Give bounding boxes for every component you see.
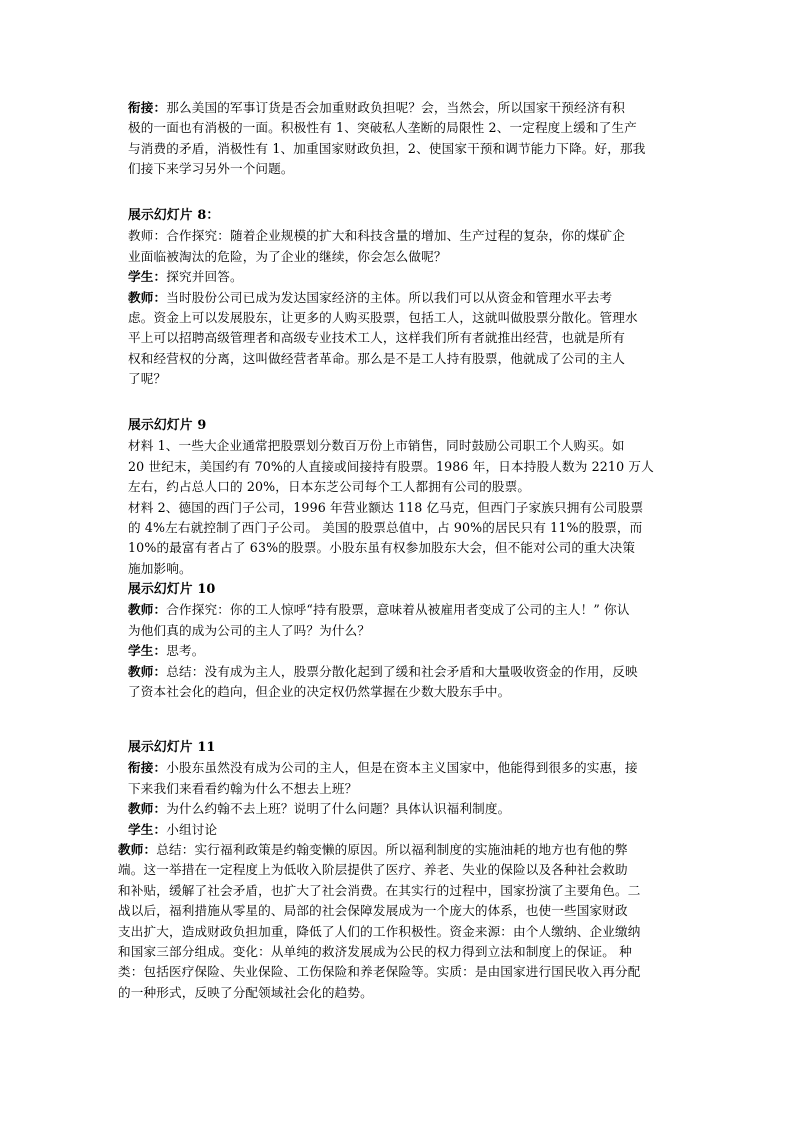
text-line [128,518,654,538]
section-heading: 展示幻灯片 10 [128,582,216,597]
line-text: 的 4%左右就控制了西门子公司。 美国的股票总值中，占 90%的居民只有 11%的股票，而 [128,520,643,536]
text-line [128,139,645,159]
line-text: 当时股份公司已成为发达国家经济的主体。所以我们可以从资金和管理水平去考 [166,289,613,305]
line-text: 思考。 [166,643,205,659]
text-line [128,559,654,579]
text-line [118,942,641,962]
paragraph-summary [118,840,641,1003]
line-text: 合作探究：你的工人惊呼“持有股票，意味着从被雇用者变成了公司的主人！” 你认 [166,602,630,618]
text-line [128,682,638,702]
section-slide-9 [128,416,654,579]
line-text: 那么美国的军事订货是否会加重财政负担呢？会，当然会，所以国家干预经济有积 [166,100,626,115]
text-line [128,267,638,287]
text-line [128,308,638,328]
text-line [118,901,641,921]
text-line [128,498,654,518]
line-text: 了呢？ [128,371,167,387]
speaker-label: 教师： [128,289,167,305]
text-line [128,477,654,497]
text-line [128,247,638,267]
line-text: 总结：没有成为主人，股票分散化起到了缓和社会矛盾和大量吸收资金的作用，反映 [166,663,638,679]
line-text: 战以后，福利措施从零星的、局部的社会保障发展成为一个庞大的体系，也使一些国家财政 [118,903,628,919]
text-line [128,600,638,620]
text-line [128,538,654,558]
text-line [128,779,638,799]
speaker-label: 教师： [128,801,167,817]
text-line [128,820,638,840]
section-heading: 展示幻灯片 8： [128,208,220,223]
text-line [118,922,641,942]
line-text: 权和经营权的分离，这叫做经营者革命。那么是不是工人持有股票，他就成了公司的主人 [128,350,626,366]
text-line [128,328,638,348]
text-line [128,369,638,389]
line-text: 小股东虽然没有成为公司的主人，但是在资本主义国家中，他能得到很多的实惠，接 [166,760,638,776]
line-text: 了资本社会化的趋向，但企业的决定权仍然掌握在少数大股东手中。 [128,684,511,700]
line-text: 左右，约占总人口的 20%，日本东芝公司每个工人都拥有公司的股票。 [128,479,531,495]
line-text: 的一种形式，反映了分配领域社会化的趋势。 [118,984,373,1000]
text-line [128,118,645,138]
line-text: 材料 1、一些大企业通常把股票划分数百万份上市销售，同时鼓励公司职工个人购买。如 [128,438,625,454]
text-line [128,226,638,246]
text-line [128,457,654,477]
line-text: 为他们真的成为公司的主人了吗？为什么？ [128,622,371,638]
line-text: 类：包括医疗保险、失业保险、工伤保险和养老保险等。实质：是由国家进行国民收入再分配 [118,964,641,980]
text-line [128,641,638,661]
line-text: 下来我们来看看约翰为什么不想去上班？ [128,780,358,796]
speaker-label: 学生： [128,643,167,659]
text-line [128,436,654,456]
speaker-label: 教师： [128,663,167,679]
line-text: 为什么约翰不去上班？说明了什么问题？具体认识福利制度。 [166,801,511,817]
text-line [128,288,638,308]
speaker-label: 教师： [118,842,157,857]
text-line [128,799,638,819]
text-line [118,881,641,901]
text-line [128,662,638,682]
text-line [128,159,645,179]
line-text: 支出扩大，造成财政负担加重，降低了人们的工作积极性。资金来源：由个人缴纳、企业缴纳 [118,923,641,939]
line-text: 小组讨论 [166,821,218,837]
section-heading: 展示幻灯片 11 [128,740,216,755]
line-text: 探究并回答。 [166,269,243,285]
text-line [118,983,641,1003]
text-line [128,758,638,778]
line-text: 业面临被淘汰的危险，为了企业的继续，你会怎么做呢？ [128,248,447,264]
line-text: 极的一面也有消极的一面。积极性有 1、突破私人垄断的局限性 2、一定程度上缓和了生产 [128,120,637,136]
line-text: 平上可以招聘高级管理者和高级专业技术工人，这样我们所有者就推出经营，也就是所有 [128,330,626,346]
section-slide-10 [128,580,638,702]
text-line [118,860,641,880]
speaker-label: 学生： [128,821,167,837]
line-text: 虑。资金上可以发展股东，让更多的人购买股票，包括工人，这就叫做股票分散化。管理水 [128,310,638,326]
text-line [118,962,641,982]
text-line [128,621,638,641]
text-line [128,98,645,118]
text-line [128,349,638,369]
line-text: 施加影响。 [128,560,192,576]
line-text: 和国家三部分组成。变化：从单纯的救济发展成为公民的权力得到立法和制度上的保证。 种 [118,944,632,960]
text-line [118,840,641,860]
speaker-label: 学生： [128,269,167,285]
speaker-label: 教师： [128,602,167,618]
line-text: 材料 2、德国的西门子公司，1996 年营业额达 118 亿马克，但西门子家族只拥有公司股票 [128,499,644,515]
line-text: 和补贴，缓解了社会矛盾，也扩大了社会消费。在其实行的过程中，国家扮演了主要角色。二 [118,882,641,898]
speaker-label: 衔接： [128,100,167,115]
line-text: 总结：实行福利政策是约翰变懒的原因。所以福利制度的实施油耗的地方也有他的弊 [156,842,628,857]
paragraph-transition-1 [128,98,645,180]
section-slide-8 [128,206,638,390]
line-text: 10%的最富有者占了 63%的股票。小股东虽有权参加股东大会，但不能对公司的重大决策 [128,540,636,556]
section-heading: 展示幻灯片 9 [128,418,207,433]
speaker-label: 衔接： [128,760,167,776]
line-text: 教师：合作探究：随着企业规模的扩大和科技含量的增加、生产过程的复杂，你的煤矿企 [128,228,626,244]
line-text: 们接下来学习另外一个问题。 [128,161,294,177]
line-text: 20 世纪末，美国约有 70%的人直接或间接持有股票。1986 年，日本持股人数为 2210 万人 [128,458,654,474]
section-slide-11 [128,738,638,840]
line-text: 端。这一举措在一定程度上为低收入阶层提供了医疗、养老、失业的保险以及各种社会救助 [118,862,628,878]
line-text: 与消费的矛盾，消极性有 1、加重国家财政负担，2、使国家干预和调节能力下降。好，那我 [128,140,646,156]
